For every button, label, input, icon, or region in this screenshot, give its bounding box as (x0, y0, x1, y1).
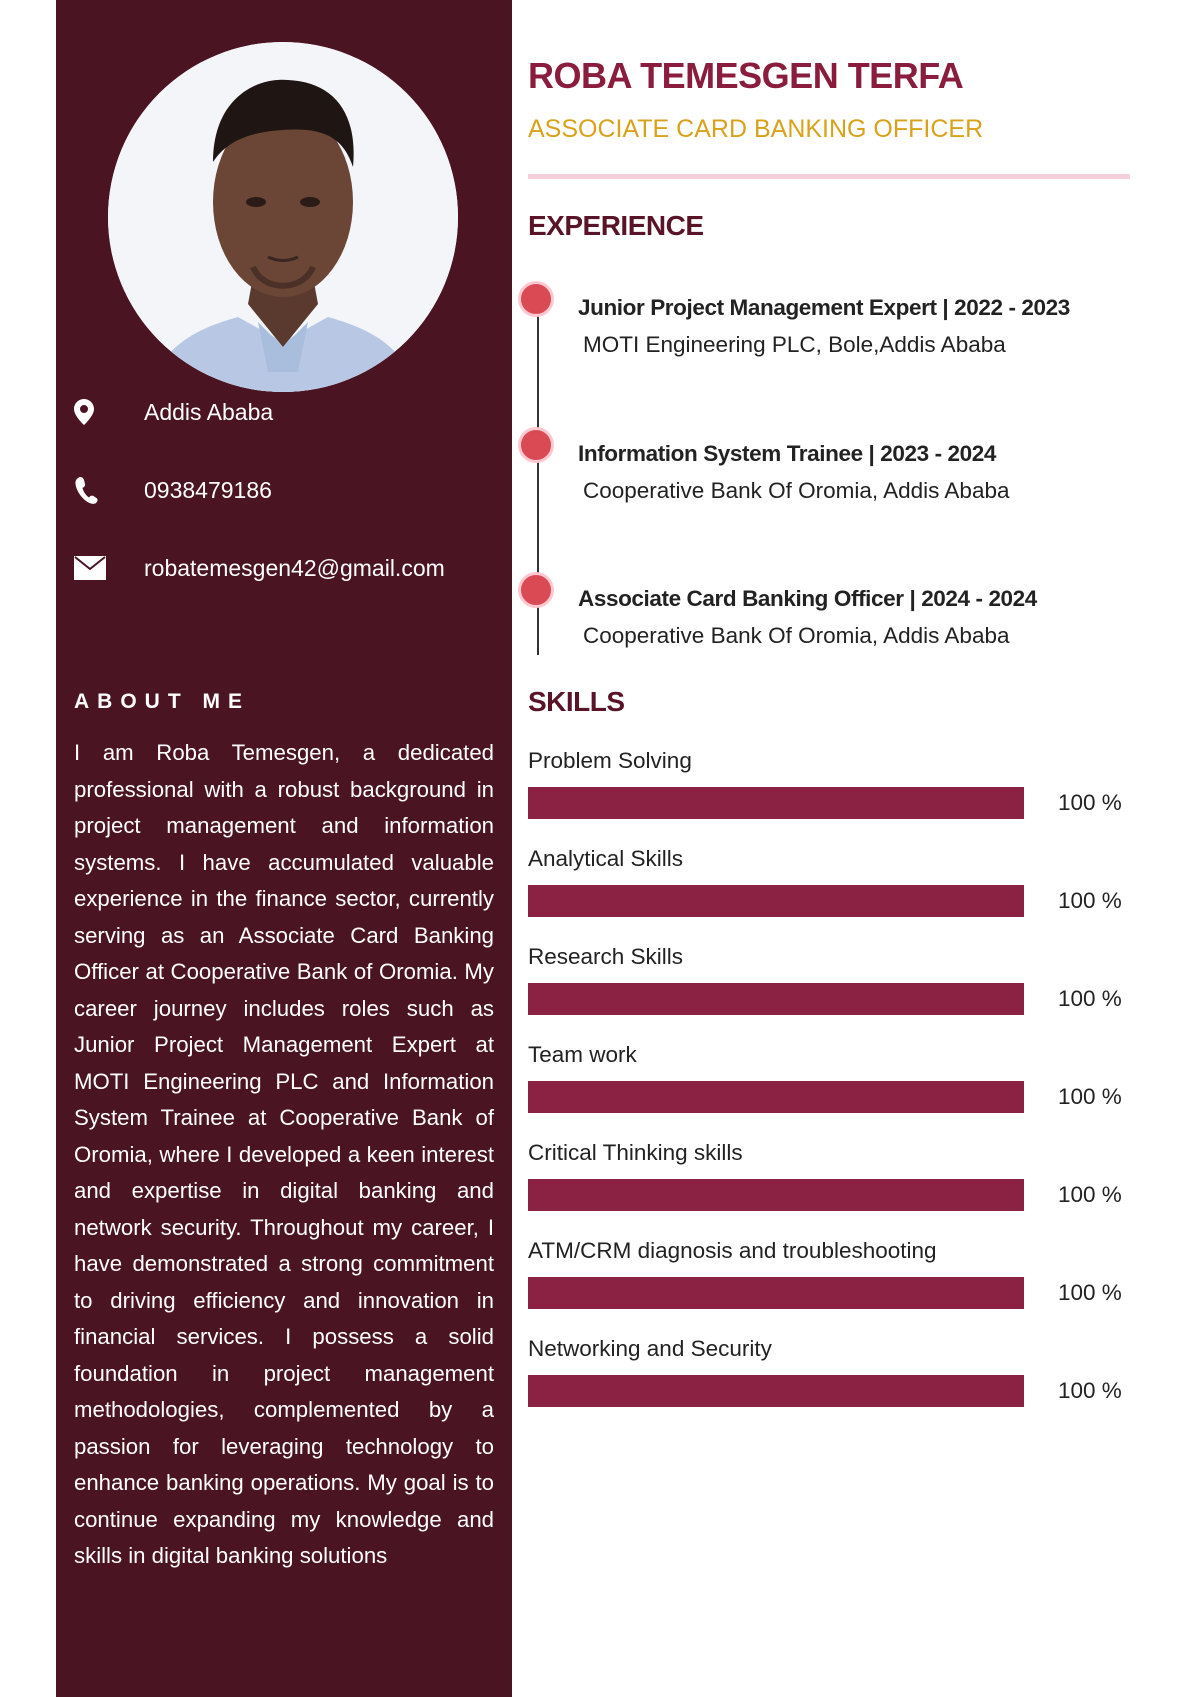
skill-percent: 100 % (1058, 790, 1122, 815)
main-content (528, 0, 1128, 1697)
timeline-dot-icon (518, 572, 554, 608)
experience-org: Cooperative Bank Of Oromia, Addis Ababa (583, 478, 1010, 503)
skill-bar-track (528, 885, 1024, 917)
skill-label: Critical Thinking skills (528, 1140, 743, 1165)
skill-item (528, 1336, 1128, 1422)
location-pin-icon (74, 399, 144, 425)
skill-percent: 100 % (1058, 1280, 1122, 1305)
skill-percent: 100 % (1058, 986, 1122, 1011)
skill-bar-track (528, 1375, 1024, 1407)
profile-photo (108, 42, 458, 392)
skill-item (528, 1140, 1128, 1226)
sidebar (56, 0, 512, 1697)
phone-icon (74, 476, 144, 504)
skill-bar-track (528, 983, 1024, 1015)
skill-bar-track (528, 1081, 1024, 1113)
skill-item (528, 1042, 1128, 1128)
skill-label: Research Skills (528, 944, 684, 969)
email-text[interactable]: robatemesgen42@gmail.com (144, 554, 445, 581)
timeline-dot-icon (518, 427, 554, 463)
contact-email (74, 548, 504, 588)
phone-text: 0938479186 (144, 476, 272, 503)
envelope-icon (74, 556, 144, 580)
skill-item (528, 1238, 1128, 1324)
skill-item (528, 748, 1128, 834)
skill-bar-fill (528, 787, 1024, 819)
person-name: ROBA TEMESGEN TERFA (528, 55, 964, 96)
skill-label: Networking and Security (528, 1336, 772, 1361)
skill-bar-fill (528, 983, 1024, 1015)
skill-bar-fill (528, 1081, 1024, 1113)
skill-percent: 100 % (1058, 1182, 1122, 1207)
person-title: ASSOCIATE CARD BANKING OFFICER (528, 115, 984, 143)
skill-bar-track (528, 1277, 1024, 1309)
skill-label: ATM/CRM diagnosis and troubleshooting (528, 1238, 937, 1263)
about-paragraph: I am Roba Temesgen, a dedicated professional with a robust background in project management and information systems. I have accumulated valuable experience in the finance sector, currently serving as an Associate Card Banking Officer at Cooperative Bank of Oromia. My career journey includes roles such as Junior Project Management Expert at MOTI Engineering PLC and Information System Trainee at Cooperative Bank of Oromia, where I developed a keen interest and expertise in digital banking and network security. Throughout my career, I have demonstrated a strong commitment to driving efficiency and innovation in financial services. I possess a solid foundation in project management methodologies, complemented by a passion for leveraging technology to enhance banking operations. My goal is to continue expanding my knowledge and skills in digital banking solutions (74, 740, 494, 1568)
location-text: Addis Ababa (144, 398, 274, 425)
experience-org: MOTI Engineering PLC, Bole,Addis Ababa (583, 332, 1006, 357)
skill-label: Problem Solving (528, 748, 692, 773)
skill-bar-track (528, 787, 1024, 819)
experience-heading: EXPERIENCE (528, 210, 704, 241)
timeline-dot-icon (518, 281, 554, 317)
skill-item (528, 846, 1128, 932)
skill-item (528, 944, 1128, 1030)
skill-label: Analytical Skills (528, 846, 684, 871)
skill-bar-track (528, 1179, 1024, 1211)
contact-location (74, 392, 504, 432)
about-heading: ABOUT ME (74, 690, 250, 713)
skill-percent: 100 % (1058, 1378, 1122, 1403)
skill-bar-fill (528, 1375, 1024, 1407)
experience-title: Junior Project Management Expert | 2022 - 2023 (578, 295, 1070, 320)
header-divider (528, 174, 1130, 179)
person-portrait-icon (108, 42, 458, 392)
skills-heading: SKILLS (528, 686, 625, 717)
skill-label: Team work (528, 1042, 637, 1067)
skill-percent: 100 % (1058, 888, 1122, 913)
skill-bar-fill (528, 1277, 1024, 1309)
skill-bar-fill (528, 1179, 1024, 1211)
contact-phone (74, 470, 504, 510)
experience-title: Information System Trainee | 2023 - 2024 (578, 441, 996, 466)
experience-title: Associate Card Banking Officer | 2024 - 2024 (578, 586, 1037, 611)
experience-org: Cooperative Bank Of Oromia, Addis Ababa (583, 623, 1010, 648)
skill-percent: 100 % (1058, 1084, 1122, 1109)
skill-bar-fill (528, 885, 1024, 917)
